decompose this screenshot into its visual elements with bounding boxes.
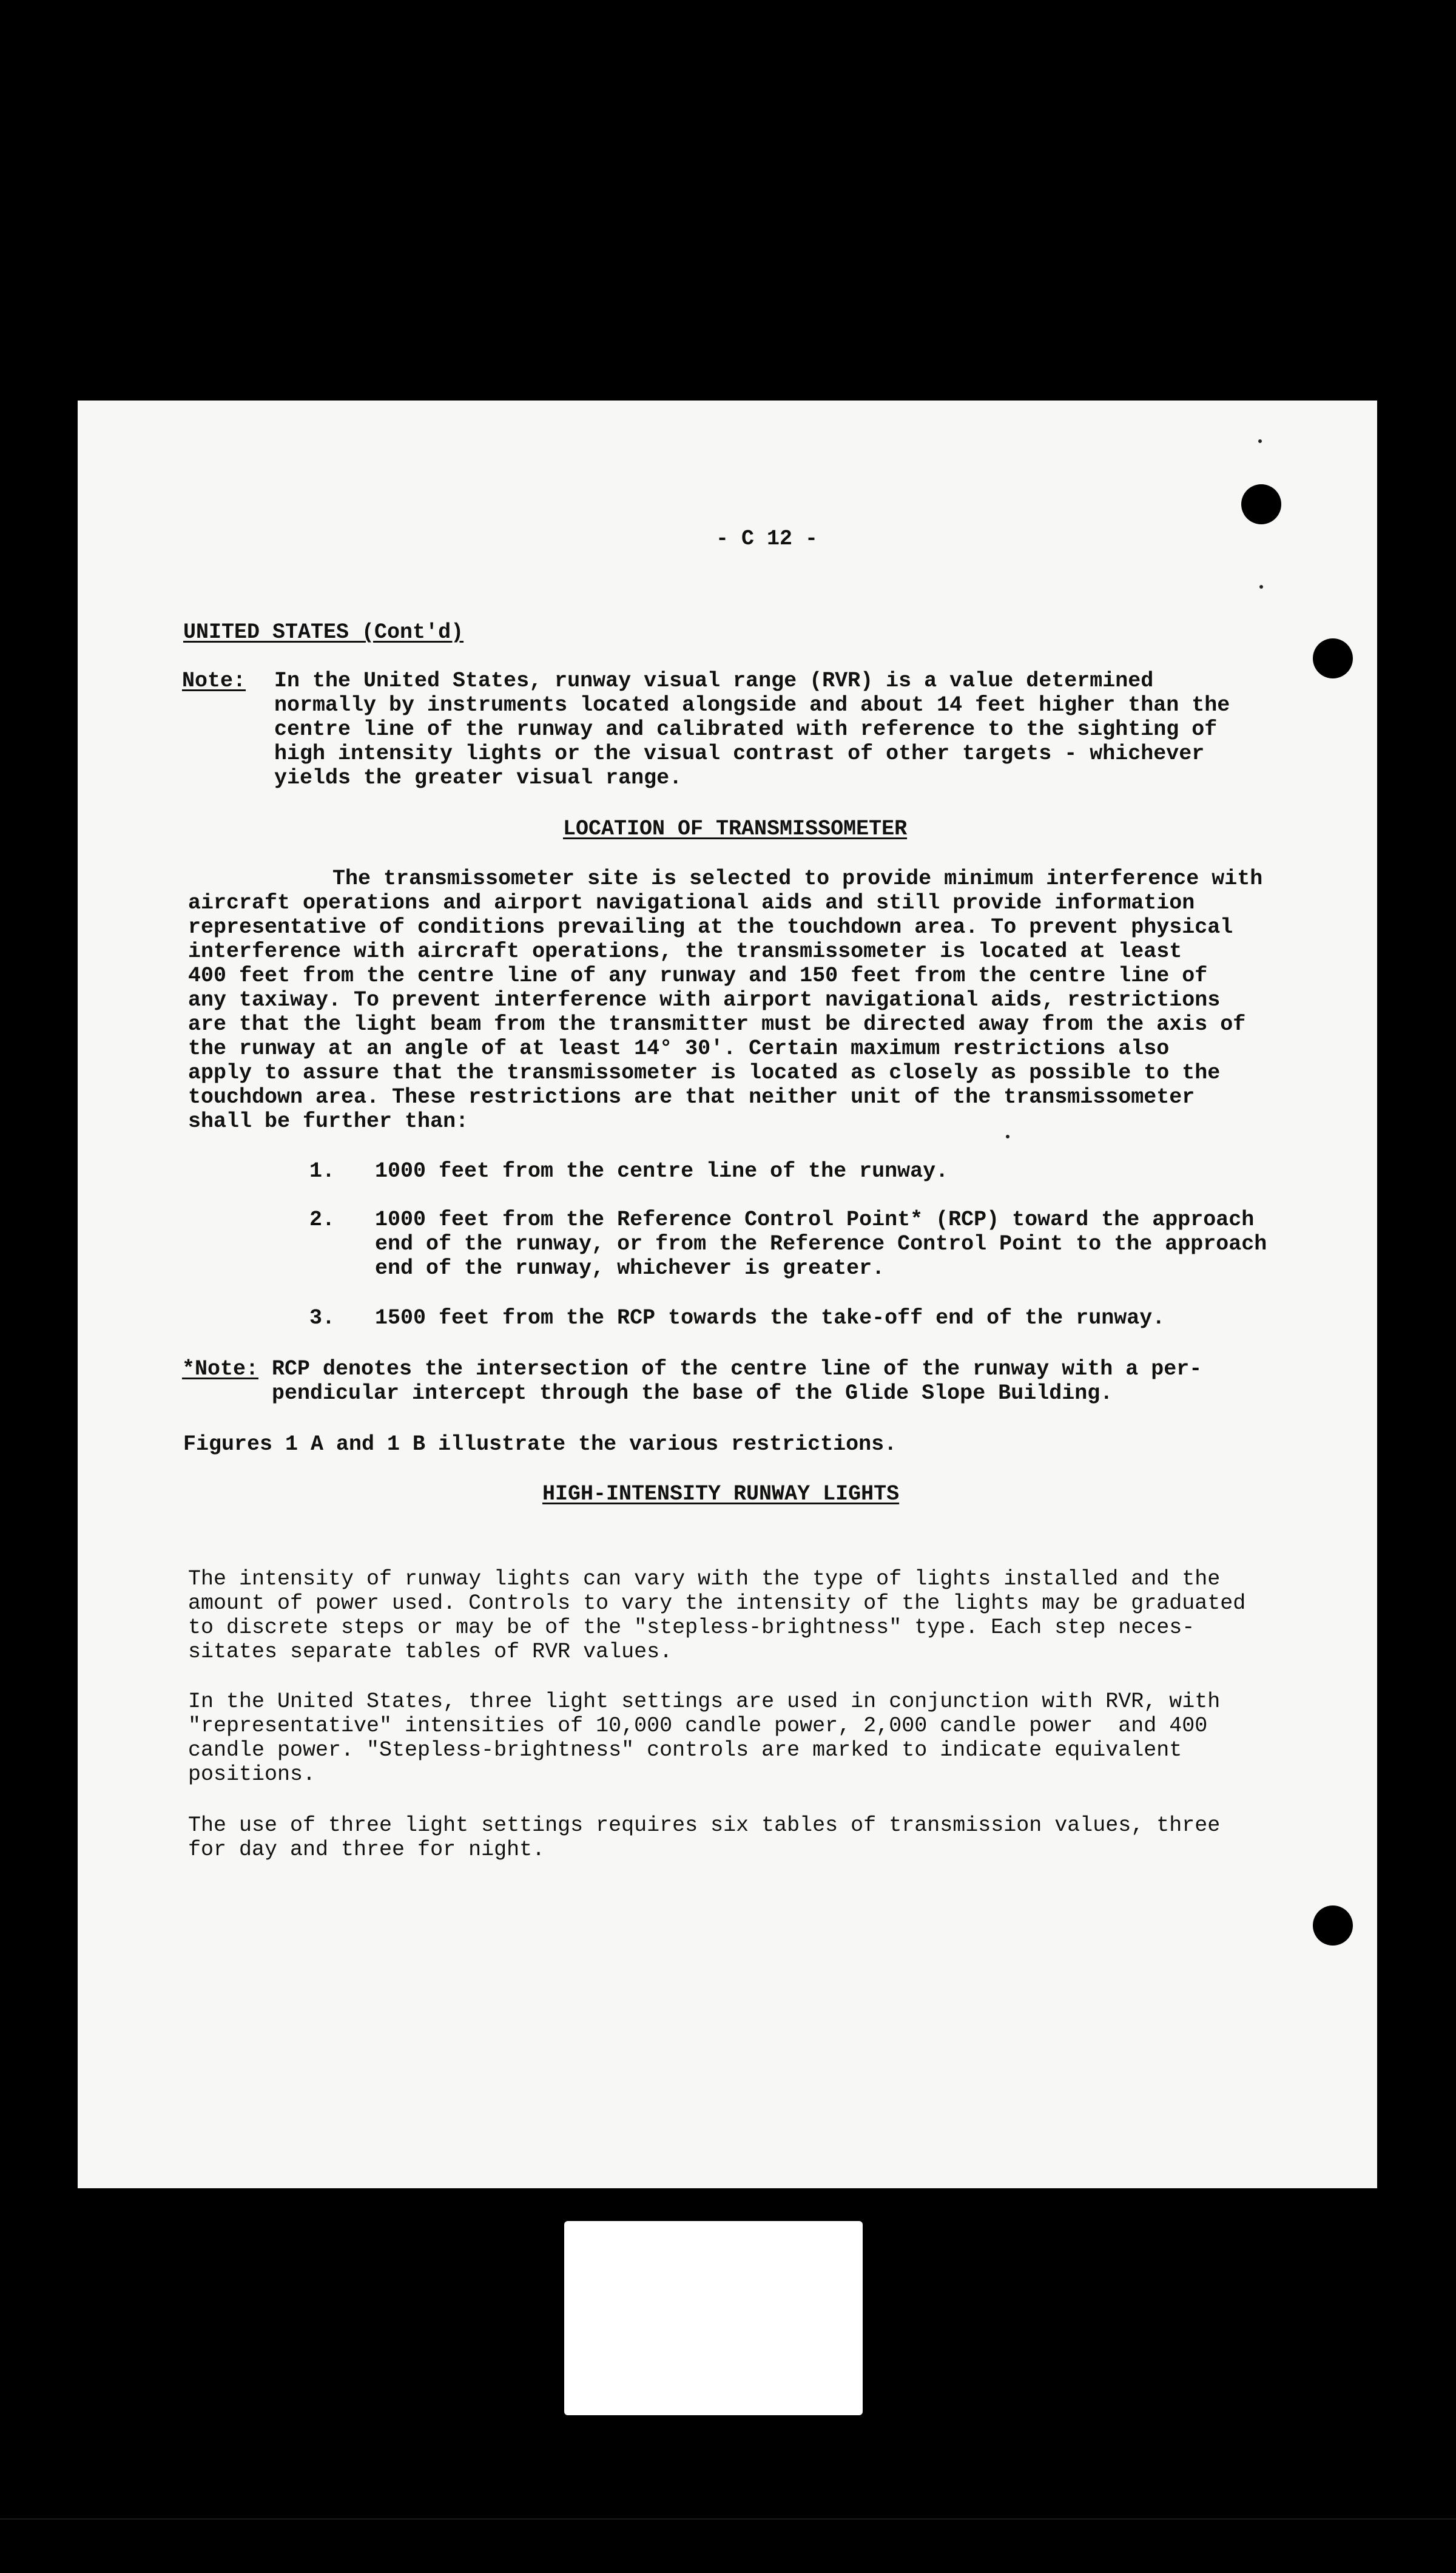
note-line: yields the greater visual range. (274, 766, 682, 790)
list-item-number: 1. (309, 1159, 335, 1183)
paragraph-line: aircraft operations and airport navigational aids and still provide information (188, 891, 1195, 915)
paragraph-line: The use of three light settings requires six tables of transmission values, three (188, 1813, 1221, 1838)
document-page (78, 401, 1377, 2188)
note-line: In the United States, runway visual range (RVR) is a value determined (274, 669, 1154, 693)
paragraph-line: candle power. "Stepless-brightness" controls are marked to indicate equivalent (188, 1738, 1182, 1762)
paragraph-line: positions. (188, 1762, 316, 1787)
list-item-number: 2. (309, 1208, 335, 1232)
note-label: Note: (182, 669, 246, 693)
paragraph-line: In the United States, three light settings are used in conjunction with RVR, with (188, 1689, 1221, 1714)
footnote-line: RCP denotes the intersection of the centre line of the runway with a per- (272, 1357, 1202, 1381)
list-item-text: 1000 feet from the centre line of the runway. (375, 1159, 949, 1183)
list-item-text: 1000 feet from the Reference Control Point* (RCP) toward the approach (375, 1208, 1255, 1232)
paragraph-line: amount of power used. Controls to vary the intensity of the lights may be graduated (188, 1591, 1246, 1615)
footnote-label: *Note: (182, 1357, 259, 1381)
footnote-line: pendicular intercept through the base of the Glide Slope Building. (272, 1381, 1113, 1405)
list-item-text: end of the runway, whichever is greater. (375, 1256, 885, 1280)
figures-reference: Figures 1 A and 1 B illustrate the various restrictions. (183, 1432, 897, 1456)
paragraph-line: sitates separate tables of RVR values. (188, 1640, 673, 1664)
paragraph-line: are that the light beam from the transmitter must be directed away from the axis of (188, 1012, 1246, 1036)
paragraph-line: touchdown area. These restrictions are that neither unit of the transmissometer (188, 1085, 1195, 1109)
list-item-text: 1500 feet from the RCP towards the take-off end of the runway. (375, 1306, 1165, 1330)
note-line: normally by instruments located alongside and about 14 feet higher than the (274, 693, 1230, 717)
paragraph-line: representative of conditions prevailing at the touchdown area. To prevent physical (188, 915, 1233, 939)
white-card (564, 2221, 863, 2415)
list-item-text: end of the runway, or from the Reference Control Point to the approach (375, 1232, 1267, 1256)
paragraph-line: the runway at an angle of at least 14° 30'. Certain maximum restrictions also (188, 1036, 1170, 1061)
section-heading: UNITED STATES (Cont'd) (183, 620, 464, 644)
paragraph-line: any taxiway. To prevent interference with airport navigational aids, restrictions (188, 988, 1221, 1012)
paragraph-line: 400 feet from the centre line of any runway and 150 feet from the centre line of (188, 964, 1208, 988)
document-text (78, 401, 1377, 2188)
paragraph-line: The transmissometer site is selected to provide minimum interference with (332, 867, 1263, 891)
section-title-transmissometer: LOCATION OF TRANSMISSOMETER (563, 817, 908, 841)
paragraph-line: shall be further than: (188, 1109, 469, 1134)
paragraph-line: The intensity of runway lights can vary with the type of lights installed and the (188, 1567, 1221, 1591)
paragraph-line: "representative" intensities of 10,000 candle power, 2,000 candle power and 400 (188, 1714, 1208, 1738)
paragraph-line: for day and three for night. (188, 1838, 545, 1862)
paragraph-line: apply to assure that the transmissometer is located as closely as possible to the (188, 1061, 1221, 1085)
note-line: high intensity lights or the visual contrast of other targets - whichever (274, 742, 1205, 766)
section-title-runway-lights: HIGH-INTENSITY RUNWAY LIGHTS (542, 1482, 900, 1506)
paragraph-line: interference with aircraft operations, the transmissometer is located at least (188, 939, 1182, 964)
page-number: - C 12 - (716, 527, 818, 551)
paragraph-line: to discrete steps or may be of the "stepless-brightness" type. Each step neces- (188, 1615, 1195, 1640)
scan-edge-line (0, 2518, 1456, 2520)
note-line: centre line of the runway and calibrated with reference to the sighting of (274, 717, 1218, 742)
list-item-number: 3. (309, 1306, 335, 1330)
